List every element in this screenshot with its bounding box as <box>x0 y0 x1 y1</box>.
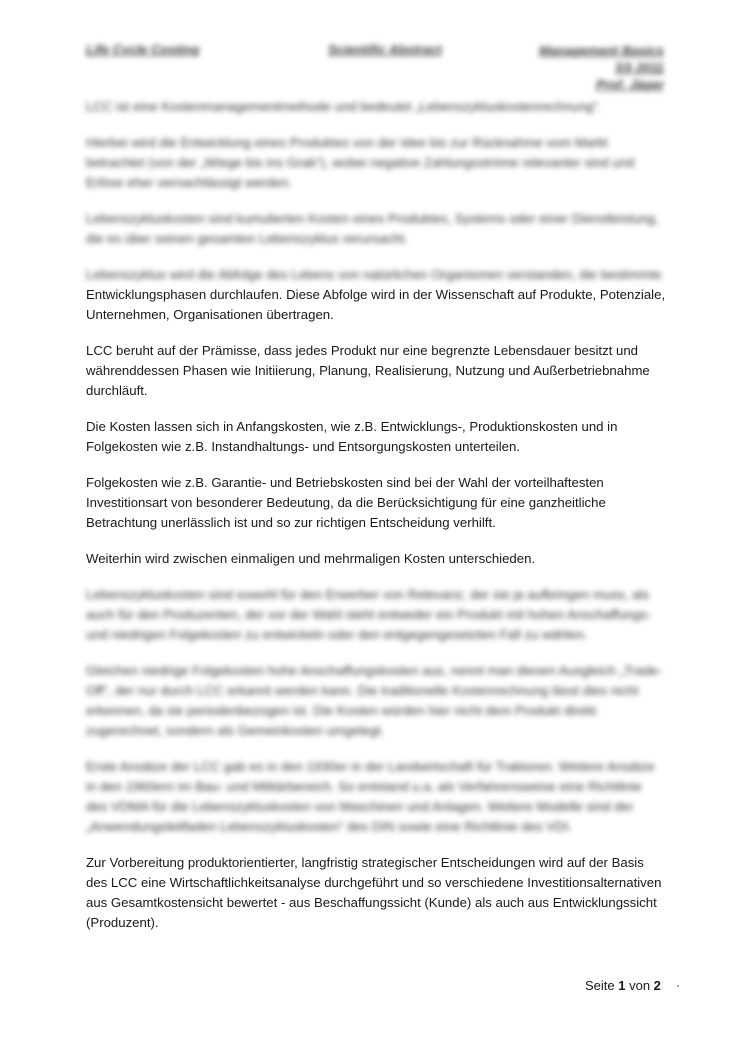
paragraph-7: Folgekosten wie z.B. Garantie- und Betriebskosten sind bei der Wahl der vorteilhaftesten Investitionsart von besonderer Bedeutung, da die Berücksichtigung für eine ganzheitliche Betrachtung unerlässlich ist und so zur richtigen Entscheidung verhilft. <box>86 475 606 530</box>
header-left-title: Life Cycle Costing <box>86 42 200 57</box>
header-center-title: Scientific Abstract <box>328 42 442 57</box>
footer-dot <box>677 985 679 987</box>
header-professor: Prof. Jäger <box>596 77 664 92</box>
footer-middle: von <box>625 978 654 993</box>
paragraph-9: Lebenszykluskosten sind sowohl für den Erwerber von Relevanz, der sie ja aufbringen muss, als auch für den Produzenten, der vor der Wahl steht entweder ein Produkt mit hohen Anschaffungs- und niedrigen Folgekosten zu entwickeln oder den entgegengesetzten Fall zu wählen. <box>86 587 652 642</box>
footer-total-pages: 2 <box>653 978 661 993</box>
paragraph-5: LCC beruht auf der Prämisse, dass jedes Produkt nur eine begrenzte Lebensdauer besitzt und währenddessen Phasen wie Initiierung, Planung, Realisierung, Nutzung und Außerbetriebnahme durchläuft. <box>86 343 650 398</box>
paragraph-12: Zur Vorbereitung produktorientierter, langfristig strategischer Entscheidungen wird auf der Basis des LCC eine Wirtschaftlichkeitsanalyse durchgeführt und so verschiedene Investitionsalternativen aus Gesamtkostensicht bewertet - aus Beschaffungssicht (Kunde) als auch aus Entwicklungssicht (Produzent). <box>86 855 662 930</box>
paragraph-10: Gleichen niedrige Folgekosten hohe Anschaffungskosten aus, nennt man diesen Ausgleich „Trade-Off“, der nur durch LCC erkannt werden kann. Die traditionelle Kostenrechnung lässt dies nicht erkennen, da sie periodenbezogen ist. Die Kosten würden hier nicht dem Produkt direkt zugerechnet, sondern als Gemeinkosten umgelegt. <box>86 663 663 738</box>
header-course: Management Basics <box>539 43 664 58</box>
paragraph-11: Erste Ansätze der LCC gab es in den 1930er in der Landwirtschaft für Traktoren. Weitere Ansätze in den 1960ern im Bau- und Militärbereich. So entstand u.a. als Verfahrensweise eine Richtlinie des VDMA für die Lebenszykluskosten von Maschinen und Anlagen. Weitere Modelle sind der „Anwendungsleitfaden Lebenszykluskosten“ des DIN sowie eine Richtlinie des VDI. <box>86 759 655 834</box>
paragraph-4-blurred-line: Lebenszyklus wird die Abfolge des Lebens von natürlichen Organismen verstanden, die bestimmte <box>86 267 662 282</box>
paragraph-4 <box>86 265 666 325</box>
footer-current-page: 1 <box>618 978 626 993</box>
paragraph-4-text: Entwicklungsphasen durchlaufen. Diese Abfolge wird in der Wissenschaft auf Produkte, Potenziale, Unternehmen, Organisationen übertragen. <box>86 287 666 322</box>
paragraph-3: Lebenszykluskosten sind kumulierten Kosten eines Produktes, Systems oder einer Dienstleistung, die es über seinen gesamten Lebenszyklus verursacht. <box>86 211 659 246</box>
header-semester: SS 2011 <box>615 60 664 75</box>
paragraph-2: Hierbei wird die Entwicklung eines Produktes von der Idee bis zur Rücknahme vom Markt betrachtet (von der „Wiege bis ins Grab“), wobei negative Zahlungsströme relevanter sind und Erlöse eher vernachlässigt werden. <box>86 135 635 190</box>
page-footer <box>585 978 661 993</box>
header-right-block <box>539 42 664 93</box>
paragraph-1: LCC ist eine Kostenmanagementmethode und bedeutet „Lebenszykluskostenrechnung“. <box>86 99 602 114</box>
page-header <box>86 38 664 98</box>
footer-prefix: Seite <box>585 978 619 993</box>
paragraph-6: Die Kosten lassen sich in Anfangskosten, wie z.B. Entwicklungs-, Produktionskosten und in Folgekosten wie z.B. Instandhaltungs- und Entsorgungskosten unterteilen. <box>86 419 618 454</box>
document-body <box>86 97 666 949</box>
paragraph-8: Weiterhin wird zwischen einmaligen und mehrmaligen Kosten unterschieden. <box>86 551 536 566</box>
